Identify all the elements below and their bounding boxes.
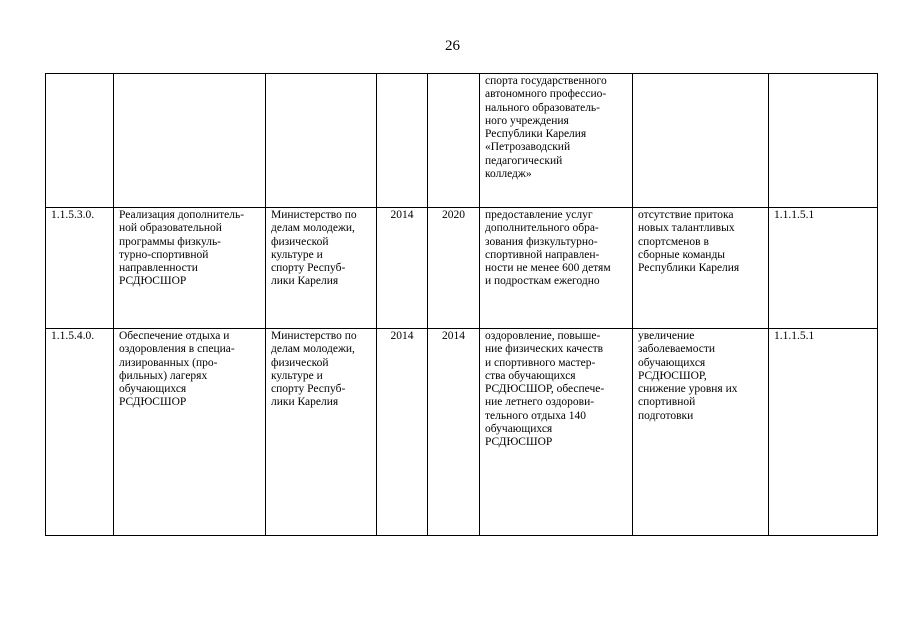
indicator-link-cell: 1.1.1.5.1 — [769, 329, 878, 536]
cell-text-line: ности не менее 600 детям — [485, 262, 611, 275]
consequence-cell — [633, 208, 769, 329]
cell-text-line: ние физических качеств — [485, 343, 604, 356]
cell-text-line: РСДЮСШОР — [119, 275, 187, 288]
start-year-cell — [377, 74, 428, 208]
cell-text-line: обучающихся — [638, 356, 706, 369]
cell-text-line: увеличение — [638, 330, 695, 342]
cell-text-line: лики Карелия — [271, 396, 339, 409]
cell-text-line: лики Карелия — [271, 275, 339, 288]
cell-text-line: Обеспечение отдыха и — [119, 330, 230, 342]
row-code-cell: 1.1.5.3.0. — [46, 208, 114, 329]
cell-text-line: делам молодежи, — [271, 343, 355, 356]
measure-cell — [114, 329, 266, 536]
executor-cell — [266, 329, 377, 536]
program-measures-table — [45, 73, 878, 536]
cell-text-line: тельного отдыха 140 — [485, 409, 586, 422]
cell-text-line: спорту Респуб- — [271, 262, 346, 275]
cell-text-line: РСДЮСШОР — [485, 436, 553, 449]
cell-text-line: спорта государственного — [485, 75, 607, 87]
start-year-cell: 2014 — [377, 208, 428, 329]
cell-text-line: сборные команды — [638, 248, 726, 261]
cell-text-line: турно-спортивной — [119, 248, 209, 261]
cell-text-line: новых талантливых — [638, 222, 735, 235]
cell-text-line: оздоровление, повыше- — [485, 330, 601, 342]
row-code-cell — [46, 74, 114, 208]
cell-text-line: Реализация дополнитель- — [119, 209, 245, 221]
cell-text-line: направленности — [119, 262, 198, 275]
start-year-cell: 2014 — [377, 329, 428, 536]
cell-text-line: Министерство по — [271, 209, 357, 221]
cell-text-line: спортсменов в — [638, 235, 709, 248]
cell-text-line: педагогический — [485, 154, 563, 167]
cell-text-line: отсутствие притока — [638, 209, 734, 221]
cell-text-line: Республики Карелия — [485, 128, 587, 141]
cell-text-line: автономного профессио- — [485, 88, 607, 101]
expected-result-cell — [480, 329, 633, 536]
end-year-cell: 2020 — [428, 208, 480, 329]
cell-text-line: спортивной — [638, 396, 696, 409]
expected-result-cell — [480, 74, 633, 208]
page-number: 26 — [445, 38, 460, 54]
measure-cell — [114, 208, 266, 329]
cell-text-line: и спортивного мастер- — [485, 356, 596, 369]
cell-text-line: заболеваемости — [638, 343, 716, 356]
executor-cell — [266, 74, 377, 208]
cell-text-line: лизированных (про- — [119, 356, 218, 369]
cell-text-line: колледж» — [485, 168, 532, 181]
cell-text-line: обучающихся — [485, 423, 553, 436]
cell-text-line: Министерство по — [271, 330, 357, 342]
indicator-link-cell — [769, 74, 878, 208]
cell-text-line: фильных) лагерях — [119, 369, 208, 382]
consequence-cell — [633, 74, 769, 208]
cell-text-line: дополнительного обра- — [485, 222, 599, 235]
cell-text-line: обучающихся — [119, 383, 187, 396]
end-year-cell — [428, 74, 480, 208]
cell-text-line: Республики Карелия — [638, 262, 740, 275]
cell-text-line: зования физкультурно- — [485, 235, 598, 248]
executor-cell — [266, 208, 377, 329]
cell-text-line: и подросткам ежегодно — [485, 275, 600, 288]
cell-text-line: культуре и — [271, 248, 323, 261]
cell-text-line: РСДЮСШОР, обеспече- — [485, 383, 605, 396]
cell-text-line: предоставление услуг — [485, 209, 593, 221]
cell-text-line: «Петрозаводский — [485, 141, 571, 154]
cell-text-line: РСДЮСШОР — [119, 396, 187, 409]
end-year-cell: 2014 — [428, 329, 480, 536]
cell-text-line: нального образователь- — [485, 101, 601, 114]
cell-text-line: физической — [271, 356, 329, 369]
cell-text-line: РСДЮСШОР, — [638, 369, 707, 382]
indicator-link-cell: 1.1.1.5.1 — [769, 208, 878, 329]
cell-text-line: спорту Респуб- — [271, 383, 346, 396]
cell-text-line: физической — [271, 235, 329, 248]
expected-result-cell — [480, 208, 633, 329]
table-row — [46, 74, 878, 208]
cell-text-line: ной образовательной — [119, 222, 222, 235]
cell-text-line: ства обучающихся — [485, 369, 576, 382]
row-code-cell: 1.1.5.4.0. — [46, 329, 114, 536]
cell-text-line: оздоровления в специа- — [119, 343, 235, 356]
cell-text-line: ние летнего оздорови- — [485, 396, 595, 409]
cell-text-line: спортивной направлен- — [485, 248, 600, 261]
cell-text-line: делам молодежи, — [271, 222, 355, 235]
table-row — [46, 329, 878, 536]
cell-text-line: ного учреждения — [485, 114, 569, 127]
measure-cell — [114, 74, 266, 208]
cell-text-line: снижение уровня их — [638, 383, 738, 396]
cell-text-line: программы физкуль- — [119, 235, 222, 248]
cell-text-line: подготовки — [638, 409, 694, 422]
cell-text-line: культуре и — [271, 369, 323, 382]
table-row — [46, 208, 878, 329]
consequence-cell — [633, 329, 769, 536]
